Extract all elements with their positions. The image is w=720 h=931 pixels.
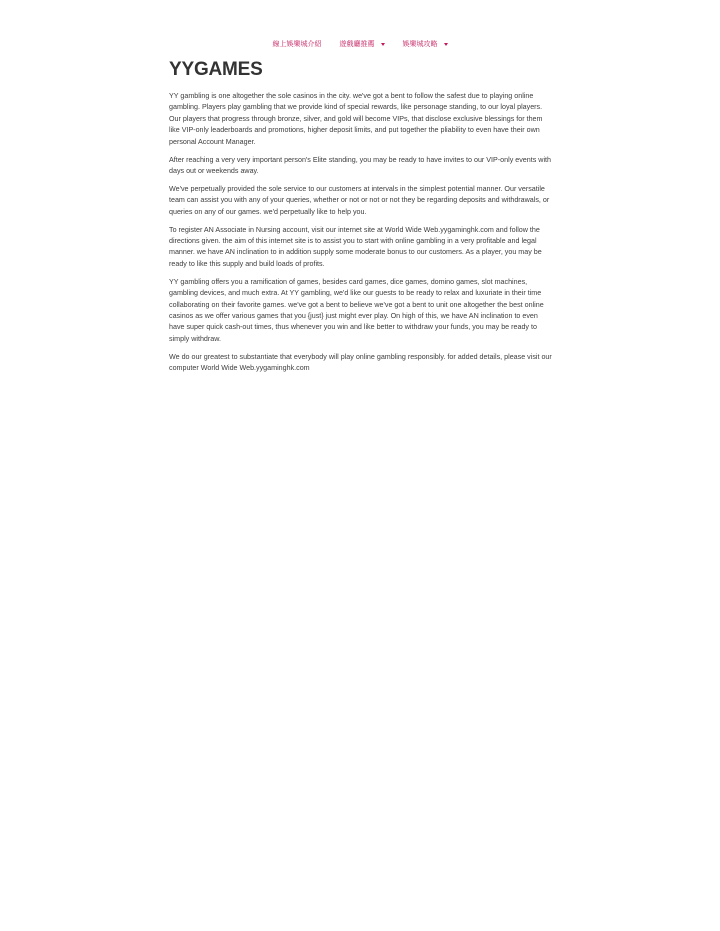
nav-item-casino-intro[interactable] (273, 39, 322, 49)
paragraph-intro: YY gambling is one altogether the sole casinos in the city. we've got a bent to follow the safest due to playing online gambling. Players play gambling that we provide kind of special rewards, like personage standing, to our loyal players. Our players that progress through bronze, silver, and gold will become VIPs, that disclose exclusive blessings for them like VIP-only leaderboards and promotions, higher deposit limits, and put together the pliability to even have their own personal Account Manager. (169, 92, 543, 146)
paragraph-elite: After reaching a very very important person's Elite standing, you may be ready to have invites to our VIP-only events with days out or weekends away. (169, 155, 551, 175)
caret-down-icon (444, 43, 448, 46)
nav-item-label: 遊戲廳推薦 (339, 40, 375, 48)
main-navigation (0, 38, 720, 50)
main-content (169, 58, 553, 381)
caret-down-icon (381, 43, 385, 46)
nav-item-casino-guide[interactable] (403, 39, 448, 49)
nav-item-game-hall[interactable] (340, 39, 385, 49)
nav-item-label: 線上娛樂城介紹 (272, 40, 322, 48)
page-title: YYGAMES (169, 59, 263, 80)
nav-item-label: 娛樂城攻略 (402, 40, 438, 48)
paragraph-register: To register AN Associate in Nursing account, visit our internet site at World Wide Web.yygaminghk.com and follow the directions given. the aim of this internet site is to assist you to start with online gambling in a very profitable and legal manner. we have AN inclination to in addition supply some moderate bonus to our customers. As a player, you may be ready to like this supply and build loads of profits. (169, 225, 542, 268)
paragraph-responsible: We do our greatest to substantiate that everybody will play online gambling responsibly. for added details, please visit our computer World Wide Web.yygaminghk.com (169, 352, 552, 373)
paragraph-service: We've perpetually provided the sole service to our customers at intervals in the simplest potential manner. Our versatile team can assist you with any of your queries, whether or not or not or not they be regarding deposits and withdrawals, or queries on any of our games. we'd perpetually like to help you. (169, 184, 550, 216)
paragraph-games: YY gambling offers you a ramification of games, besides card games, dice games, domino games, slot machines, gambling devices, and much extra. At YY gambling, we'd like our guests to be ready to relax and luxuriate in their time collaborating on their favorite games. we've got a bent to believe we've got a bent to unit one altogether the best online casinos as we offer various games that you {just} just might ever play. On high of this, we have AN inclination to even have super quick cash-out times, thus whenever you win and like better to withdraw your funds, you may be ready to simply withdraw. (169, 277, 544, 343)
